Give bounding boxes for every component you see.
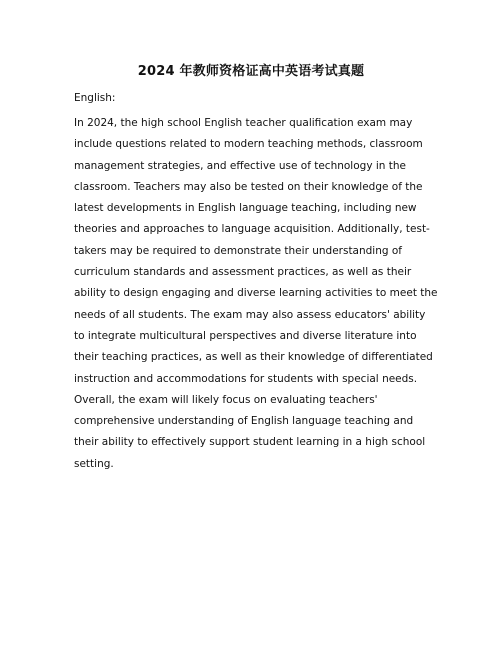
document-title: 2024 年教师资格证高中英语考试真题 bbox=[137, 64, 365, 79]
body-paragraph: In 2024, the high school English teacher qualification exam may include questions related to modern teaching methods, classroom management strategies, and effective use of technology in the classroom. Teachers may also be tested on their knowledge of the latest developments in English language teaching, including new theories and approaches to language acquisition. Additionally, test-takers may be required to demonstrate their understanding of curriculum standards and assessment practices, as well as their ability to design engaging and diverse learning activities to meet the needs of all students. The exam may also assess educators' ability to integrate multicultural perspectives and diverse literature into their teaching practices, as well as their knowledge of differentiated instruction and accommodations for students with special needs. Overall, the exam will likely focus on evaluating teachers' comprehensive understanding of English language teaching and their ability to effectively support student learning in a high school setting. bbox=[74, 117, 438, 470]
section-label: English: bbox=[74, 92, 116, 104]
